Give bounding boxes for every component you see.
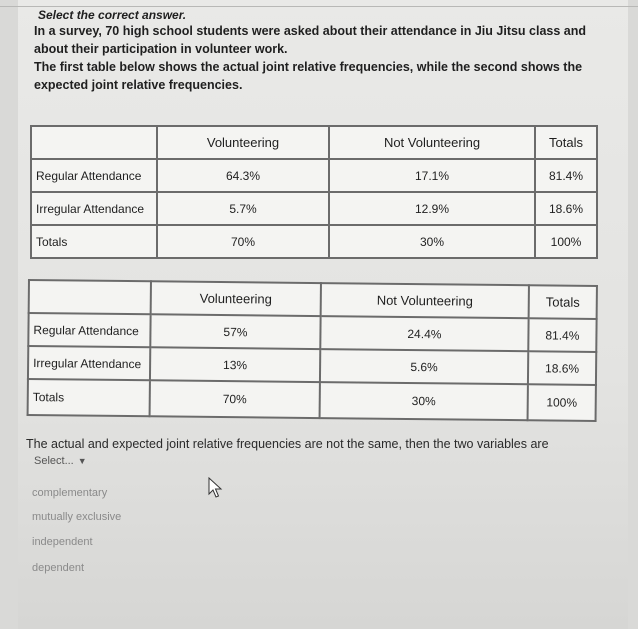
question-line-2: The first table below shows the actual joint relative frequencies, while the second shows the expected joint relative frequencies. [34,60,583,92]
header-cell: Totals [529,285,597,319]
table-cell: 30% [329,225,535,258]
table-cell: 81.4% [535,159,597,192]
option-dependent[interactable]: dependent [32,562,84,574]
table-cell: 18.6% [535,192,597,225]
option-independent[interactable]: independent [32,536,93,548]
row-label: Regular Attendance [31,159,157,192]
table-row [28,379,596,421]
header-cell [31,126,157,159]
question-line-1: In a survey, 70 high school students were asked about their attendance in Jiu Jitsu class and about their participation in volunteer work. [34,24,587,56]
header-cell: Not Volunteering [321,283,529,318]
row-label: Regular Attendance [28,313,150,347]
row-label: Irregular Attendance [28,346,150,380]
table-cell: 13% [150,347,320,382]
table-cell: 12.9% [329,192,535,225]
expected-frequency-table [27,279,598,422]
header-cell [29,280,151,314]
row-label: Totals [31,225,157,258]
table-row [31,225,597,258]
table-cell: 17.1% [329,159,535,192]
header-cell: Not Volunteering [329,126,535,159]
header-cell: Volunteering [151,281,321,316]
table-cell: 5.6% [320,349,528,384]
table-cell: 64.3% [157,159,329,192]
answer-select[interactable] [34,455,87,467]
row-label: Irregular Attendance [31,192,157,225]
mouse-pointer-icon [208,477,224,499]
select-label: Select... [34,455,74,467]
row-label: Totals [28,379,150,416]
header-cell: Totals [535,126,597,159]
table-cell: 18.6% [528,351,596,385]
table-cell: 30% [320,382,528,420]
table-cell: 81.4% [528,318,596,352]
option-mutually-exclusive[interactable]: mutually exclusive [32,511,122,523]
option-complementary[interactable]: complementary [32,487,108,499]
divider [0,6,638,7]
prompt: Select the correct answer. [38,8,187,22]
table-row [31,192,597,225]
table-cell: 57% [150,314,320,349]
table-cell: 100% [528,384,596,421]
table-cell: 100% [535,225,597,258]
chevron-down-icon: ▼ [77,456,87,466]
question-text [34,22,614,94]
table-row [31,159,597,192]
table-cell: 70% [150,380,320,418]
conclusion-text: The actual and expected joint relative frequencies are not the same, then the two variables are [26,437,549,451]
table-cell: 70% [157,225,329,258]
header-cell: Volunteering [157,126,329,159]
table-cell: 5.7% [157,192,329,225]
table-cell: 24.4% [320,316,528,351]
actual-frequency-table [30,125,598,259]
